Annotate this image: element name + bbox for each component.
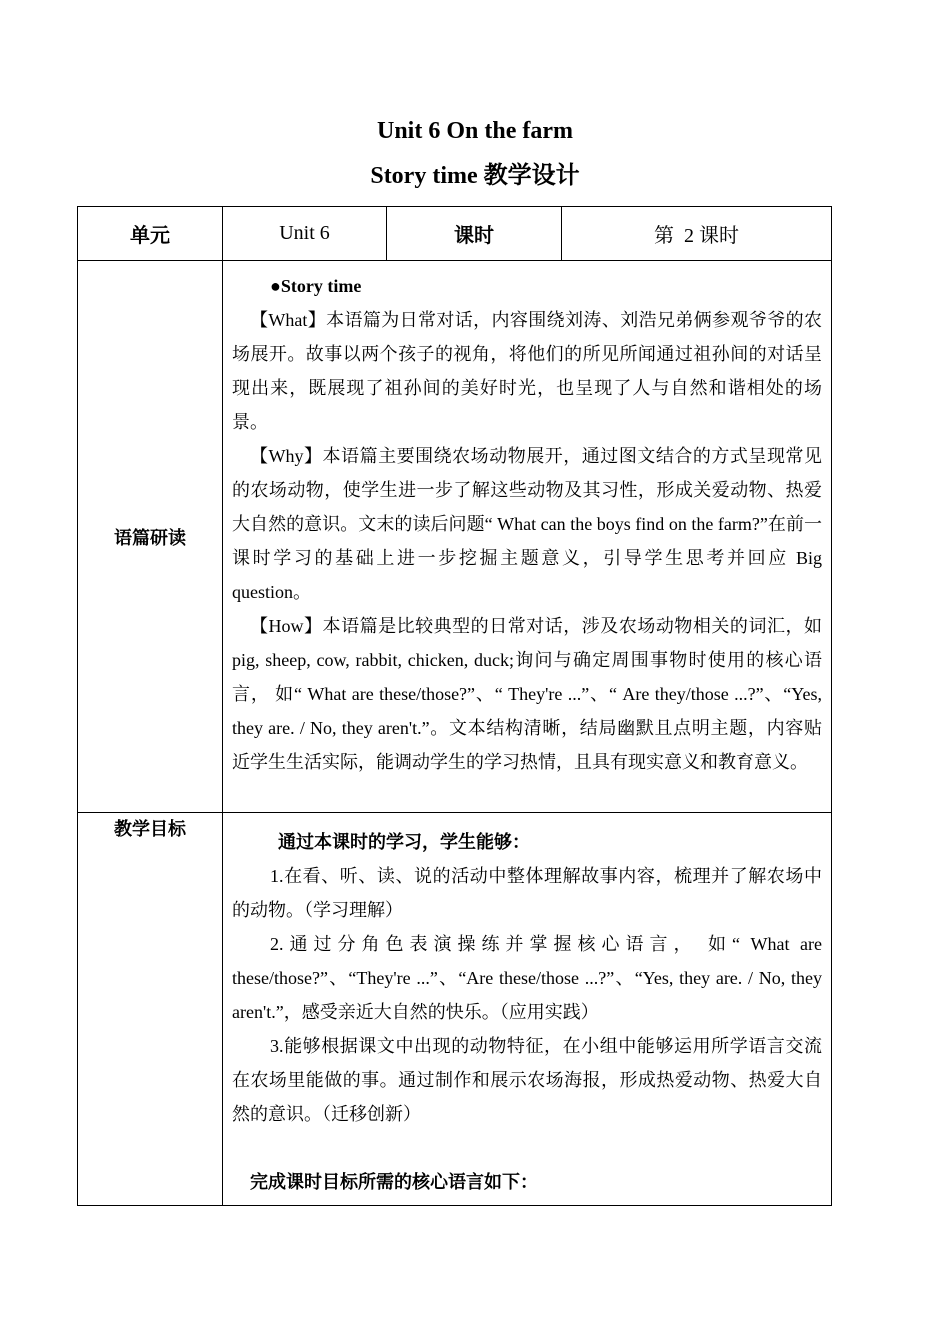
goals-label: 教学目标 <box>78 813 223 1206</box>
page-title: Unit 6 On the farm <box>377 118 573 144</box>
goal-item-2: 2.通过分角色表演操练并掌握核心语言， 如“ What are these/those?”、“They're ...”、“Are these/those ...?”、“Yes, they are. / No, they aren't.”，感受亲近大自然的快乐。（应用实践） <box>232 934 822 1022</box>
goals-intro: 通过本课时的学习，学生能够： <box>278 832 530 852</box>
unit-value: Unit 6 <box>223 207 387 261</box>
goal-item-1: 1.在看、听、读、说的活动中整体理解故事内容，梳理并了解农场中的动物。（学习理解） <box>232 866 822 920</box>
how-paragraph: 【How】本语篇是比较典型的日常对话，涉及农场动物相关的词汇，如 pig, sheep, cow, rabbit, chicken, duck;询问与确定周围事物时使用的核心语言， 如“ What are these/those?”、“ They're ...”、“ Are they/those ...?”、“Yes, they are. / No, they aren't.”。文本结构清晰，结局幽默且点明主题，内容贴近学生生活实际，能调动学生的学习热情，且具有现实意义和教育意义。 <box>232 616 822 772</box>
why-paragraph: 【Why】本语篇主要围绕农场动物展开，通过图文结合的方式呈现常见的农场动物，使学生进一步了解这些动物及其习性，形成关爱动物、热爱大自然的意识。文末的读后问题“ What can the boys find on the farm?”在前一课时学习的基础上进一步挖掘主题意义，引导学生思考并回应 Big question。 <box>232 446 822 602</box>
what-paragraph: 【What】本语篇为日常对话，内容围绕刘涛、刘浩兄弟俩参观爷爷的农场展开。故事以两个孩子的视角，将他们的所见所闻通过祖孙间的对话呈现出来，既展现了祖孙间的美好时光，也呈现了人与自然和谐相处的场景。 <box>232 310 822 432</box>
goals-content <box>223 813 832 1206</box>
analysis-label: 语篇研读 <box>78 261 223 813</box>
period-label: 课时 <box>387 207 562 261</box>
analysis-row <box>78 261 832 813</box>
analysis-content <box>223 261 832 813</box>
goal-item-3: 3.能够根据课文中出现的动物特征，在小组中能够运用所学语言交流在农场里能做的事。通过制作和展示农场海报，形成热爱动物、热爱大自然的意识。（迁移创新） <box>232 1036 822 1124</box>
page-subtitle: Story time 教学设计 <box>370 163 580 189</box>
lesson-plan-table <box>77 206 832 1206</box>
story-time-heading: ●Story time <box>270 276 362 296</box>
blank-line <box>232 1131 822 1165</box>
goals-row <box>78 813 832 1206</box>
unit-label: 单元 <box>78 207 223 261</box>
goals-footer: 完成课时目标所需的核心语言如下： <box>250 1172 538 1192</box>
header-row <box>78 207 832 261</box>
period-value: 第 2 课时 <box>562 207 832 261</box>
